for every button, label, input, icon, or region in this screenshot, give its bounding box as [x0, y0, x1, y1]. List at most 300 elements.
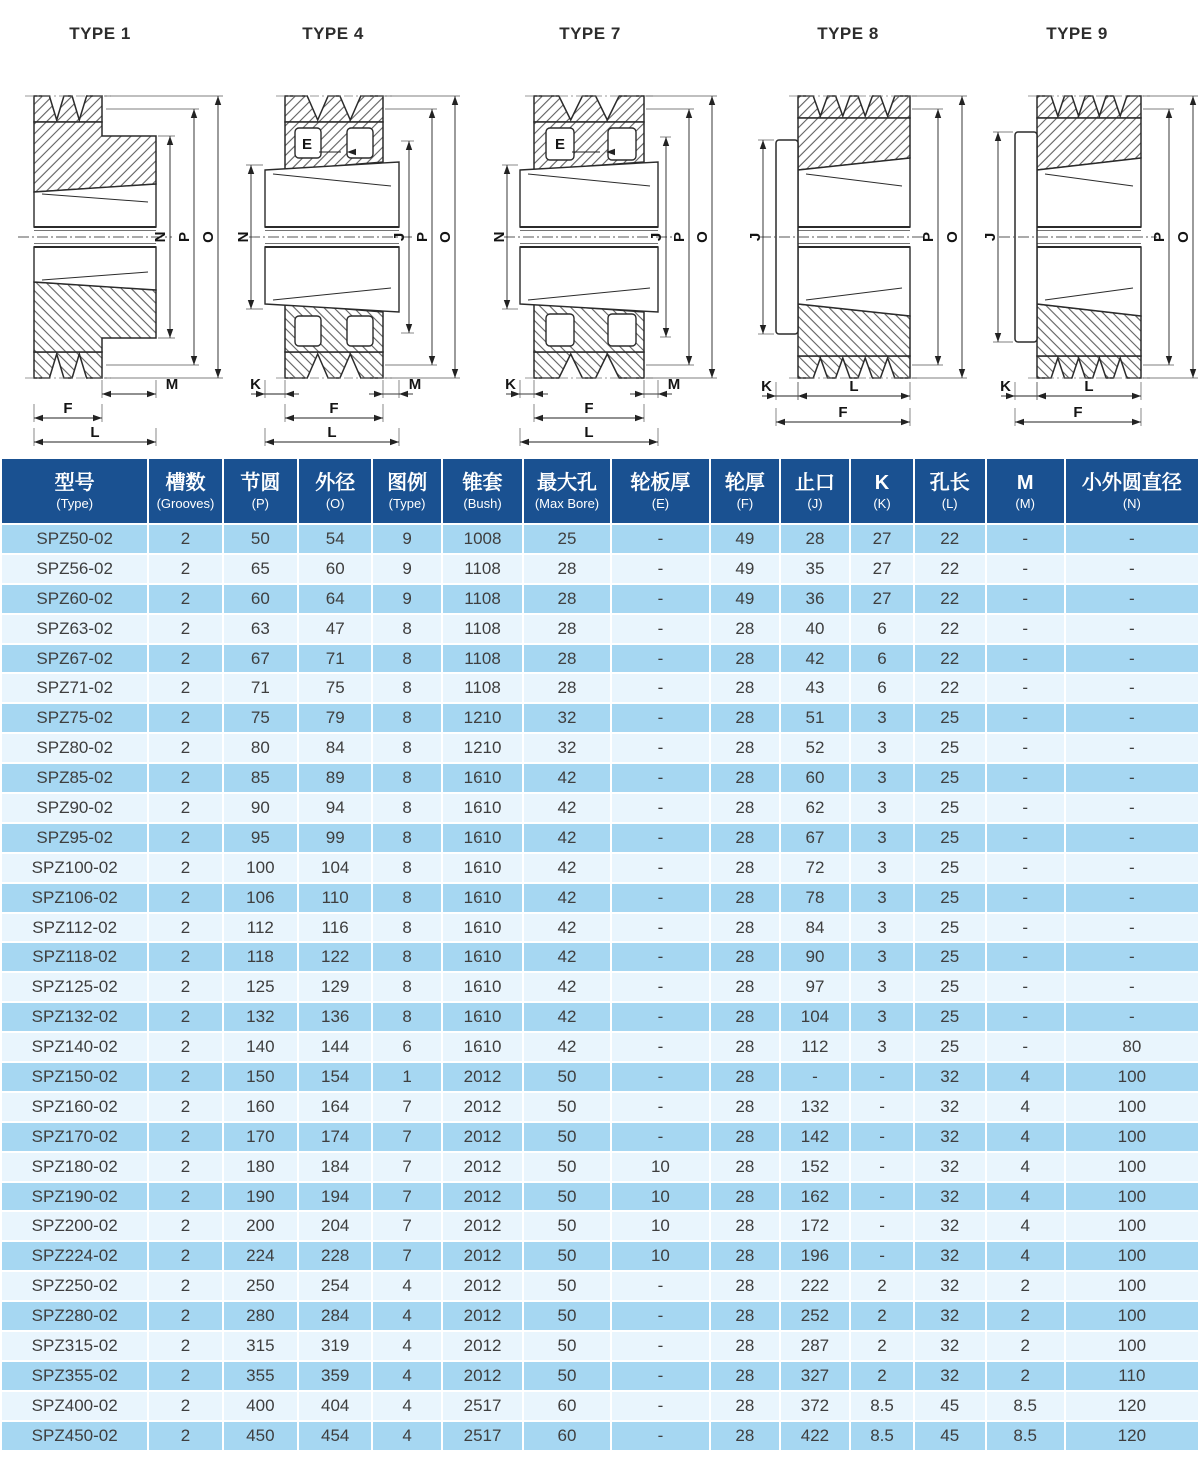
table-cell: 132: [223, 1002, 298, 1032]
table-cell: -: [611, 1421, 710, 1451]
table-cell: 75: [223, 703, 298, 733]
table-cell: 2: [148, 1301, 222, 1331]
table-cell: 2: [986, 1271, 1065, 1301]
dimension-label: N: [152, 231, 169, 243]
dimension-arrow: [1015, 419, 1024, 425]
table-cell: 42: [523, 883, 610, 913]
table-cell: 28: [710, 1122, 779, 1152]
table-cell: 120: [1065, 1421, 1199, 1451]
dimension-arrow: [1190, 96, 1196, 105]
spec-table: [0, 457, 1200, 1452]
table-cell: 28: [710, 703, 779, 733]
table-cell: 7: [372, 1241, 441, 1271]
header-en: (Max Bore): [534, 495, 600, 511]
table-cell: 8: [372, 913, 441, 943]
table-cell: 4: [986, 1122, 1065, 1152]
table-cell: 64: [298, 584, 372, 614]
dimension-arrow: [995, 132, 1001, 141]
table-cell: 28: [710, 673, 779, 703]
table-cell: 160: [223, 1092, 298, 1122]
table-cell: 4: [986, 1062, 1065, 1092]
table-cell: 6: [850, 614, 913, 644]
header-en: (K): [873, 495, 891, 511]
dimension-arrow: [663, 328, 669, 337]
table-cell: 32: [914, 1271, 986, 1301]
dimension-arrow: [959, 369, 965, 378]
table-cell: -: [850, 1182, 913, 1212]
table-cell: 172: [780, 1211, 851, 1241]
table-cell: 28: [710, 644, 779, 674]
table-cell: 28: [710, 1301, 779, 1331]
table-cell: SPZ56-02: [1, 554, 148, 584]
table-cell: 94: [298, 793, 372, 823]
table-cell: 42: [523, 823, 610, 853]
table-cell: 28: [710, 913, 779, 943]
dimension-arrow: [995, 333, 1001, 342]
dimension-arrow: [1166, 356, 1172, 365]
header-zh: 小外圆直径: [1081, 471, 1182, 494]
table-cell: 63: [223, 614, 298, 644]
pulley-cross-section-type-8-diagram: [742, 44, 982, 456]
header-cell-9: [780, 458, 851, 524]
table-cell: 50: [523, 1062, 610, 1092]
table-cell: 2: [148, 614, 222, 644]
dimension-label: F: [1073, 404, 1083, 421]
table-cell: 2: [986, 1331, 1065, 1361]
diagram-title: TYPE 1: [69, 24, 131, 43]
table-cell: 32: [914, 1301, 986, 1331]
table-cell: 27: [850, 524, 913, 554]
table-cell: 1610: [442, 942, 523, 972]
table-cell: 35: [780, 554, 851, 584]
dimension-arrow: [452, 96, 458, 105]
table-cell: 1610: [442, 972, 523, 1002]
table-cell: 129: [298, 972, 372, 1002]
dimension-label: F: [838, 404, 848, 421]
table-cell: 2: [148, 1092, 222, 1122]
table-cell: 112: [223, 913, 298, 943]
table-cell: -: [986, 614, 1065, 644]
pulley-grooves: [798, 96, 910, 118]
pulley-cross-section-type-7-diagram: [484, 44, 724, 456]
spec-table-body: [1, 524, 1199, 1451]
table-cell: 4: [986, 1182, 1065, 1212]
table-cell: -: [850, 1062, 913, 1092]
table-cell: 25: [523, 524, 610, 554]
table-cell: 2: [148, 1122, 222, 1152]
dimension-label: O: [200, 231, 217, 243]
rim-window: [608, 128, 636, 160]
table-cell: 32: [523, 703, 610, 733]
table-row: [1, 1241, 1199, 1271]
table-row: [1, 972, 1199, 1002]
table-cell: -: [611, 1002, 710, 1032]
header-zh: M: [1016, 471, 1034, 494]
table-cell: 8: [372, 703, 441, 733]
table-cell: 28: [710, 942, 779, 972]
table-row: [1, 763, 1199, 793]
table-cell: 4: [372, 1361, 441, 1391]
table-cell: 104: [780, 1002, 851, 1032]
table-cell: -: [611, 1092, 710, 1122]
dimension-arrow: [147, 439, 156, 445]
dimension-label: J: [391, 232, 408, 242]
header-cell-1: [148, 458, 222, 524]
dimension-label-e: E: [301, 136, 313, 153]
table-cell: SPZ67-02: [1, 644, 148, 674]
table-cell: 47: [298, 614, 372, 644]
table-cell: 9: [372, 554, 441, 584]
dimension-label: P: [414, 231, 431, 243]
dimension-arrow: [935, 109, 941, 118]
table-cell: 154: [298, 1062, 372, 1092]
table-cell: 62: [780, 793, 851, 823]
table-cell: -: [986, 942, 1065, 972]
table-row: [1, 1152, 1199, 1182]
table-cell: 28: [710, 763, 779, 793]
table-cell: SPZ112-02: [1, 913, 148, 943]
pulley-lower-half: [520, 247, 658, 378]
dimension-label: J: [648, 232, 665, 242]
dimension-label: F: [329, 400, 339, 417]
table-cell: 8: [372, 644, 441, 674]
table-cell: -: [986, 913, 1065, 943]
table-cell: 2: [148, 1361, 222, 1391]
table-cell: 2012: [442, 1182, 523, 1212]
table-cell: 67: [780, 823, 851, 853]
table-cell: 60: [780, 763, 851, 793]
table-cell: 3: [850, 853, 913, 883]
table-cell: -: [611, 584, 710, 614]
table-cell: 2: [148, 942, 222, 972]
table-cell: 4: [372, 1421, 441, 1451]
table-cell: 8: [372, 823, 441, 853]
table-cell: 25: [914, 913, 986, 943]
table-cell: -: [1065, 644, 1199, 674]
table-row: [1, 1122, 1199, 1152]
table-cell: SPZ180-02: [1, 1152, 148, 1182]
dimension-arrow: [102, 391, 111, 397]
table-cell: 28: [710, 1271, 779, 1301]
table-cell: 8.5: [850, 1391, 913, 1421]
table-cell: -: [850, 1122, 913, 1152]
table-cell: 180: [223, 1152, 298, 1182]
table-cell: -: [611, 823, 710, 853]
dimension-arrow: [520, 439, 529, 445]
table-cell: 25: [914, 823, 986, 853]
table-cell: 7: [372, 1152, 441, 1182]
table-cell: 7: [372, 1122, 441, 1152]
table-cell: 10: [611, 1182, 710, 1212]
table-cell: 22: [914, 524, 986, 554]
table-cell: 28: [710, 1241, 779, 1271]
table-cell: -: [986, 763, 1065, 793]
table-cell: -: [986, 554, 1065, 584]
dimension-arrow: [406, 141, 412, 150]
table-cell: 125: [223, 972, 298, 1002]
table-cell: 120: [1065, 1391, 1199, 1421]
table-cell: 89: [298, 763, 372, 793]
table-row: [1, 673, 1199, 703]
dimension-arrow: [34, 439, 43, 445]
table-cell: -: [1065, 883, 1199, 913]
pulley-grooves: [1037, 96, 1141, 118]
table-cell: SPZ80-02: [1, 733, 148, 763]
table-cell: 228: [298, 1241, 372, 1271]
dimension-arrow: [1190, 369, 1196, 378]
table-cell: 250: [223, 1271, 298, 1301]
table-row: [1, 1182, 1199, 1212]
table-cell: 50: [523, 1182, 610, 1212]
diagram-title: TYPE 8: [817, 24, 879, 43]
table-cell: 3: [850, 793, 913, 823]
dimension-arrow: [709, 96, 715, 105]
table-cell: 100: [1065, 1062, 1199, 1092]
table-cell: 71: [223, 673, 298, 703]
dimension-arrow: [248, 300, 254, 309]
pulley-upper-half: [520, 96, 658, 227]
table-cell: 28: [710, 1391, 779, 1421]
table-cell: -: [611, 1391, 710, 1421]
table-cell: 25: [914, 763, 986, 793]
table-cell: 254: [298, 1271, 372, 1301]
dimension-label: O: [694, 231, 711, 243]
table-cell: 50: [523, 1301, 610, 1331]
pulley-rim: [34, 122, 156, 192]
table-cell: 42: [523, 1002, 610, 1032]
dimension-label: P: [1151, 231, 1168, 243]
header-zh: 槽数: [165, 471, 206, 494]
table-cell: -: [611, 942, 710, 972]
table-cell: 174: [298, 1122, 372, 1152]
table-cell: 2: [148, 1152, 222, 1182]
table-cell: -: [611, 733, 710, 763]
header-zh: 图例: [387, 471, 428, 494]
dimension-arrow: [959, 96, 965, 105]
pulley-upper-half: [1037, 96, 1141, 227]
dimension-arrow: [93, 415, 102, 421]
table-cell: 3: [850, 1032, 913, 1062]
table-row: [1, 913, 1199, 943]
table-cell: -: [1065, 942, 1199, 972]
dimension-label: F: [584, 400, 594, 417]
table-cell: 50: [223, 524, 298, 554]
table-cell: 42: [523, 763, 610, 793]
pulley-lower-half: [265, 247, 399, 378]
table-cell: 116: [298, 913, 372, 943]
header-cell-11: [914, 458, 986, 524]
table-cell: 28: [710, 883, 779, 913]
table-cell: 3: [850, 883, 913, 913]
table-row: [1, 614, 1199, 644]
header-cell-3: [298, 458, 372, 524]
header-en: (N): [1122, 495, 1141, 511]
table-cell: 10: [611, 1241, 710, 1271]
header-zh: 轮厚: [724, 471, 765, 494]
header-en: (Type): [388, 495, 426, 511]
dimension-label: M: [667, 376, 681, 393]
table-cell: 2012: [442, 1331, 523, 1361]
header-en: (Grooves): [156, 495, 215, 511]
pulley-cross-section-type-4-diagram: [227, 44, 467, 456]
table-cell: -: [611, 1122, 710, 1152]
header-cell-2: [223, 458, 298, 524]
table-cell: 3: [850, 913, 913, 943]
table-cell: 8: [372, 793, 441, 823]
table-cell: 28: [710, 793, 779, 823]
table-cell: 170: [223, 1122, 298, 1152]
dimension-arrow: [147, 391, 156, 397]
table-cell: -: [1065, 673, 1199, 703]
table-cell: 1610: [442, 853, 523, 883]
table-cell: 32: [914, 1182, 986, 1212]
dimension-arrow: [1166, 109, 1172, 118]
table-cell: 3: [850, 823, 913, 853]
dimension-label: O: [944, 231, 961, 243]
table-row: [1, 1032, 1199, 1062]
taper-bush-hub: [798, 158, 910, 227]
table-cell: 32: [914, 1092, 986, 1122]
table-cell: 144: [298, 1032, 372, 1062]
table-cell: 28: [710, 1092, 779, 1122]
dimension-arrow: [901, 419, 910, 425]
diagram-type-1: [0, 16, 228, 456]
table-cell: 1610: [442, 1002, 523, 1032]
table-cell: 8: [372, 972, 441, 1002]
table-cell: 2: [148, 793, 222, 823]
table-cell: 359: [298, 1361, 372, 1391]
table-cell: 100: [1065, 1182, 1199, 1212]
dimension-arrow: [1132, 393, 1141, 399]
table-cell: 204: [298, 1211, 372, 1241]
table-cell: 100: [1065, 1211, 1199, 1241]
table-cell: 3: [850, 1002, 913, 1032]
table-cell: 67: [223, 644, 298, 674]
table-cell: 28: [710, 1152, 779, 1182]
dimension-label: N: [235, 231, 252, 243]
table-cell: -: [611, 554, 710, 584]
table-cell: -: [780, 1062, 851, 1092]
table-cell: 422: [780, 1421, 851, 1451]
table-row: [1, 524, 1199, 554]
table-cell: SPZ280-02: [1, 1301, 148, 1331]
table-cell: -: [1065, 554, 1199, 584]
table-cell: 4: [372, 1271, 441, 1301]
table-cell: -: [1065, 733, 1199, 763]
table-cell: 32: [914, 1331, 986, 1361]
table-cell: SPZ50-02: [1, 524, 148, 554]
table-cell: -: [611, 763, 710, 793]
table-cell: 112: [780, 1032, 851, 1062]
table-cell: 2: [148, 763, 222, 793]
dimension-arrow: [167, 329, 173, 338]
dimension-arrow: [635, 415, 644, 421]
table-cell: -: [986, 1002, 1065, 1032]
table-cell: 2: [148, 1271, 222, 1301]
table-cell: 28: [710, 1062, 779, 1092]
table-cell: 8: [372, 1002, 441, 1032]
pulley-lower-half: [34, 247, 156, 378]
dimension-arrow: [1037, 393, 1046, 399]
dimension-arrow: [760, 140, 766, 149]
table-cell: 2: [148, 673, 222, 703]
table-cell: 28: [523, 644, 610, 674]
table-row: [1, 942, 1199, 972]
header-en: (F): [736, 495, 754, 511]
table-cell: SPZ160-02: [1, 1092, 148, 1122]
table-cell: 50: [523, 1122, 610, 1152]
table-cell: 2012: [442, 1271, 523, 1301]
table-cell: 8.5: [986, 1391, 1065, 1421]
table-cell: 3: [850, 942, 913, 972]
table-cell: -: [611, 1032, 710, 1062]
table-cell: 50: [523, 1271, 610, 1301]
table-cell: SPZ400-02: [1, 1391, 148, 1421]
pulley-lower-half: [1037, 247, 1141, 378]
header-cell-6: [523, 458, 610, 524]
diagram-row: [0, 0, 1200, 455]
table-cell: SPZ125-02: [1, 972, 148, 1002]
table-cell: 2: [850, 1331, 913, 1361]
table-cell: -: [986, 673, 1065, 703]
dimension-arrow: [374, 415, 383, 421]
diagram-type-8: [742, 16, 982, 456]
table-cell: 28: [523, 614, 610, 644]
table-cell: SPZ106-02: [1, 883, 148, 913]
table-cell: 1210: [442, 733, 523, 763]
table-cell: 200: [223, 1211, 298, 1241]
table-cell: 2: [148, 644, 222, 674]
table-row: [1, 554, 1199, 584]
dimension-label: F: [63, 400, 73, 417]
table-cell: 22: [914, 584, 986, 614]
table-cell: 60: [523, 1421, 610, 1451]
table-cell: 25: [914, 703, 986, 733]
table-cell: 28: [523, 673, 610, 703]
dimension-arrow: [760, 325, 766, 334]
table-cell: 1610: [442, 1032, 523, 1062]
table-cell: 2: [148, 1421, 222, 1451]
table-cell: 2: [986, 1301, 1065, 1331]
table-cell: 49: [710, 554, 779, 584]
table-cell: 1610: [442, 913, 523, 943]
table-cell: 85: [223, 763, 298, 793]
table-cell: 2: [148, 733, 222, 763]
pulley-upper-half: [798, 96, 910, 227]
table-cell: 52: [780, 733, 851, 763]
table-cell: 2: [148, 1241, 222, 1271]
table-cell: 8: [372, 733, 441, 763]
table-cell: SPZ450-02: [1, 1421, 148, 1451]
table-cell: 8.5: [986, 1421, 1065, 1451]
table-cell: 32: [914, 1152, 986, 1182]
table-cell: 8: [372, 942, 441, 972]
table-cell: 8: [372, 763, 441, 793]
dimension-arrow: [901, 393, 910, 399]
table-cell: -: [611, 972, 710, 1002]
header-en: (Type): [56, 495, 94, 511]
table-cell: 2: [148, 584, 222, 614]
diagram-title: TYPE 4: [302, 24, 364, 43]
table-cell: 327: [780, 1361, 851, 1391]
dimension-label: M: [408, 376, 422, 393]
table-cell: 60: [223, 584, 298, 614]
table-cell: SPZ132-02: [1, 1002, 148, 1032]
table-cell: SPZ63-02: [1, 614, 148, 644]
table-cell: 49: [710, 584, 779, 614]
table-row: [1, 883, 1199, 913]
table-cell: 152: [780, 1152, 851, 1182]
